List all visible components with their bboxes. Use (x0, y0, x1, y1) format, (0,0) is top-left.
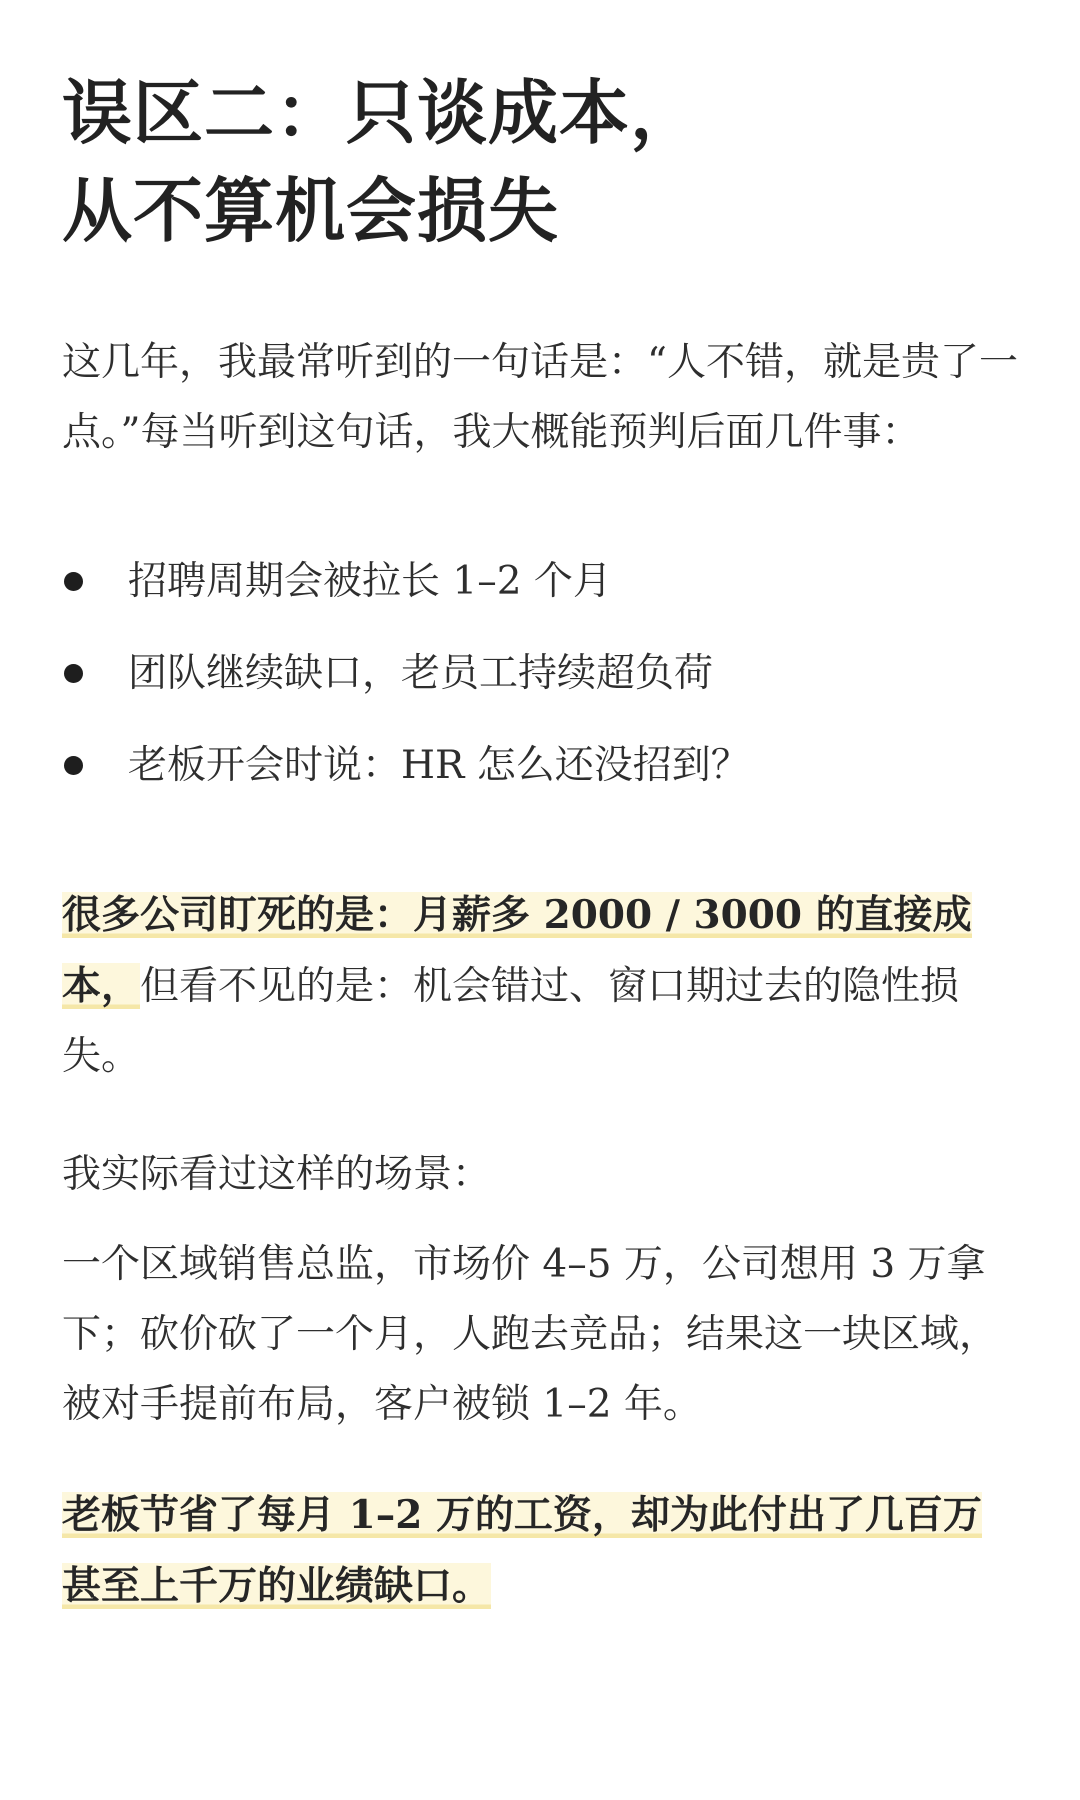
bullet-list (62, 536, 1020, 812)
list-item (62, 536, 1020, 628)
title-line-1: 误区二：只谈成本， (62, 71, 701, 154)
scene-intro: 我实际看过这样的场景： (62, 1152, 492, 1197)
list-item-text: 团队继续缺口，老员工持续超负荷 (128, 651, 714, 696)
highlighted-text: 很多公司盯死的是：月薪多 2000 / 3000 的直接成本， (62, 892, 972, 1009)
bullet-icon (64, 756, 83, 775)
bullet-icon (64, 572, 83, 591)
bullet-icon (64, 664, 83, 683)
article-title (62, 64, 1020, 260)
list-item-text: 老板开会时说：HR 怎么还没招到？ (128, 743, 750, 788)
highlighted-conclusion: 老板节省了每月 1–2 万的工资，却为此付出了几百万甚至上千万的业绩缺口。 (62, 1492, 982, 1609)
article (62, 64, 1020, 1622)
conclusion-paragraph (62, 1480, 1020, 1622)
cost-paragraph-rest: 但看不见的是：机会错过、窗口期过去的隐性损失。 (62, 964, 960, 1079)
story-paragraph: 一个区域销售总监，市场价 4–5 万，公司想用 3 万拿下；砍价砍了一个月，人跑去竞品；结果这一块区域，被对手提前布局，客户被锁 1–2 年。 (62, 1242, 999, 1427)
title-line-2: 从不算机会损失 (62, 169, 559, 252)
list-item (62, 720, 1020, 812)
list-item-text: 招聘周期会被拉长 1–2 个月 (128, 559, 612, 604)
list-item (62, 628, 1020, 720)
intro-paragraph: 这几年，我最常听到的一句话是：“人不错，就是贵了一点。”每当听到这句话，我大概能预判后面几件事： (62, 340, 1018, 455)
cost-paragraph (62, 880, 1020, 1092)
